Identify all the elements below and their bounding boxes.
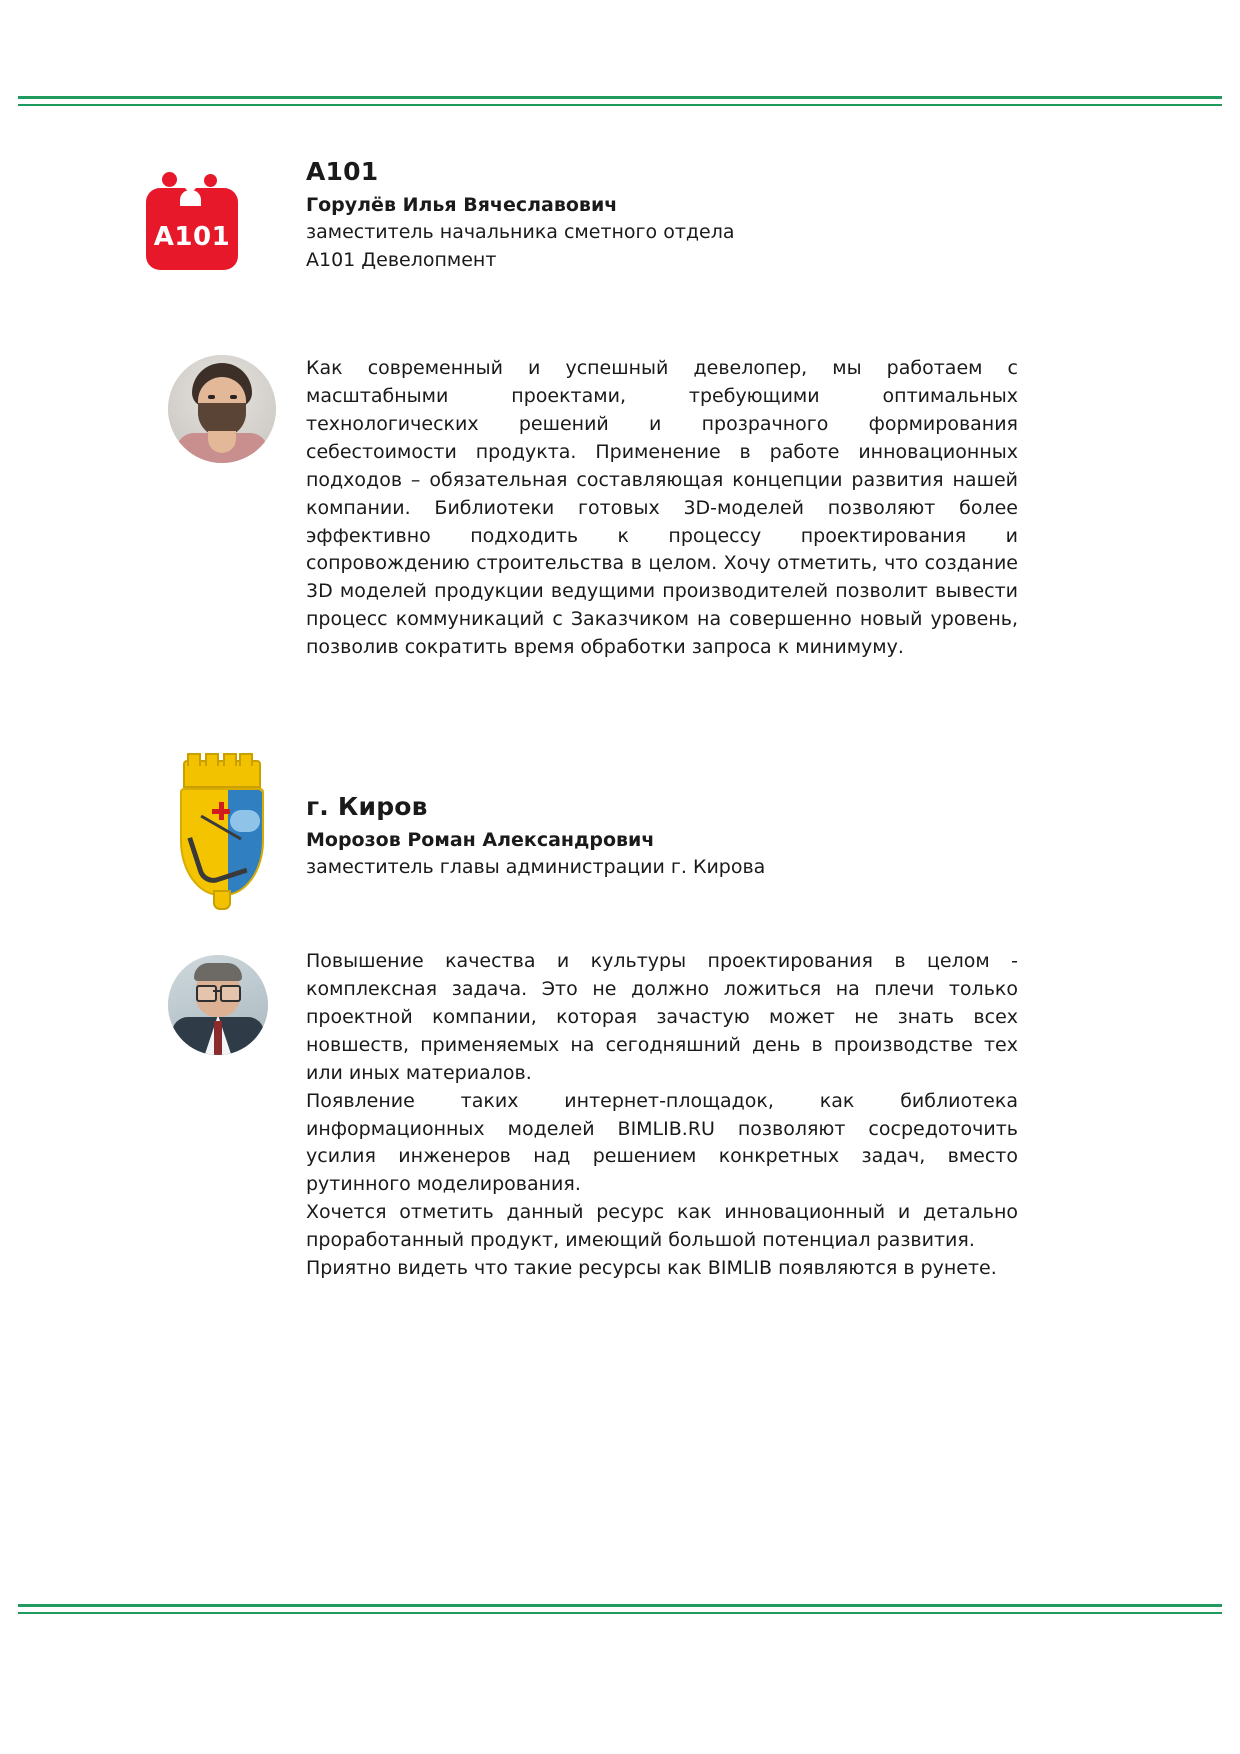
coat-cross-icon	[212, 802, 230, 820]
org-name: A101	[306, 157, 379, 186]
quote-paragraph: Повышение качества и культуры проектирования в целом - комплексная задача. Это не должно ложиться на плечи только проектной компании, которая зачастую может не знать всех новшеств, применяемых на сегодняшний день в производстве тех или иных материалов.	[306, 950, 1018, 1084]
a101-logo-icon	[140, 170, 244, 274]
coat-cloud	[230, 810, 260, 832]
coat-shield	[180, 788, 264, 896]
a101-figure-left-icon	[162, 172, 177, 187]
entry-a101-heading	[306, 158, 1026, 274]
person-role: заместитель начальника сметного отдела	[306, 221, 735, 244]
entry-kirov-heading	[306, 793, 1026, 882]
avatar-eye-left	[208, 395, 215, 399]
avatar-glasses-bridge	[213, 990, 220, 992]
person-name: Морозов Роман Александрович	[306, 828, 655, 851]
coat-crown-point	[239, 753, 253, 766]
quote-paragraph: Приятно видеть что такие ресурсы как BIMLIB появляются в рунете.	[306, 1257, 997, 1280]
coat-crown	[183, 760, 261, 788]
kirov-coat-of-arms-icon	[175, 760, 265, 920]
quote-paragraph: Хочется отметить данный ресурс как инновационный и детально проработанный продукт, имеющий большой потенциал развития.	[306, 1201, 1018, 1252]
entry-kirov-quote	[306, 948, 1018, 1283]
quote-paragraph: Появление таких интернет-площадок, как библиотека информационных моделей BIMLIB.RU позволяют сосредоточить усилия инженеров над решением конкретных задач, вместо рутинного моделирования.	[306, 1089, 1018, 1196]
person-company: A101 Девелопмент	[306, 248, 497, 271]
person-role: заместитель главы администрации г. Кирова	[306, 856, 766, 879]
a101-figure-right-icon	[204, 174, 217, 187]
header-rule-inner	[18, 104, 1222, 106]
avatar-glasses-lens-right	[220, 985, 241, 1002]
avatar-eye-right	[230, 395, 237, 399]
coat-crown-point	[187, 753, 201, 766]
entry-a101-quote	[306, 355, 1018, 662]
a101-logo-wordmark: A101	[153, 222, 231, 252]
avatar-glasses-icon	[194, 985, 242, 998]
avatar	[168, 355, 276, 463]
org-name: г. Киров	[306, 792, 428, 821]
coat-crown-point	[205, 753, 219, 766]
footer-rule-outer	[18, 1604, 1222, 1607]
coat-base	[213, 890, 231, 910]
coat-crown-point	[223, 753, 237, 766]
header-rule-outer	[18, 96, 1222, 99]
avatar-tie	[214, 1021, 222, 1055]
person-name: Горулёв Илья Вячеславович	[306, 193, 618, 216]
footer-rule-inner	[18, 1612, 1222, 1614]
avatar-glasses-lens-left	[196, 985, 217, 1002]
a101-figure-center-body-icon	[180, 190, 201, 206]
avatar	[168, 955, 268, 1055]
avatar-hair	[194, 963, 242, 981]
quote-paragraph: Как современный и успешный девелопер, мы работаем с масштабными проектами, требующими оптимальных технологических решений и прозрачного формирования себестоимости продукта. Применение в работе инновационных подходов – обязательная составляющая концепции развития нашей компании. Библиотеки готовых 3D-моделей позволяют более эффективно подходить к процессу проектирования и сопровождению строительства в целом. Хочу отметить, что создание 3D моделей продукции ведущими производителей позволит вывести процесс коммуникаций с Заказчиком на совершенно новый уровень, позволив сократить время обработки запроса к минимуму.	[306, 357, 1018, 659]
